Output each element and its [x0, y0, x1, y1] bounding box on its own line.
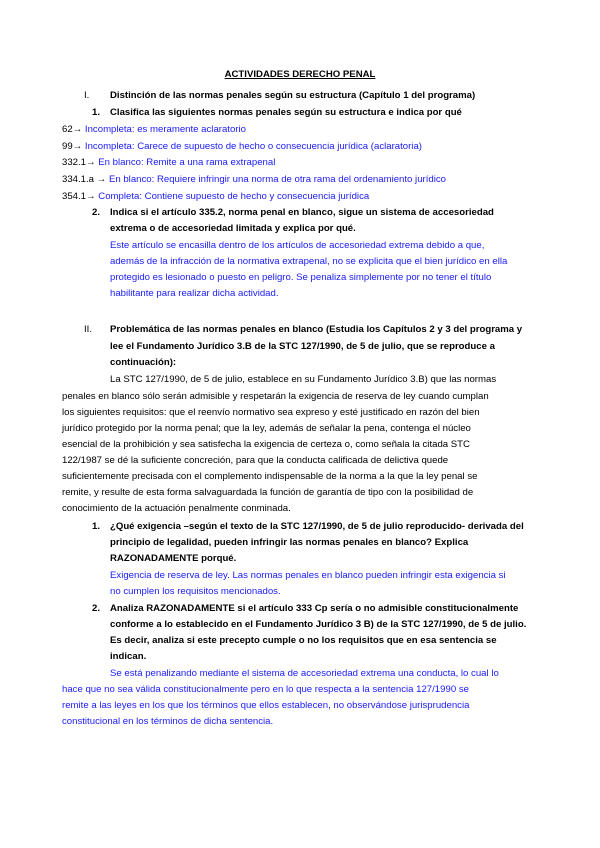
section-2-heading-line: Problemática de las normas penales en blanco (Estudia los Capítulos 2 y 3 del programa y — [110, 324, 523, 335]
s1-q2-answer-line: protegido es lesionado o puesto en peligro. Se penaliza simplemente por no tener el título — [110, 272, 492, 283]
s2-q2-answer-line: Se está penalizando mediante el sistema de accesoriedad extrema una conducta, lo cual lo — [110, 668, 499, 679]
s2-q1-number: 1. — [92, 521, 101, 532]
s2-q2-answer-line: constitucional en los términos de dicha sentencia. — [62, 716, 274, 727]
s2-q1-text-line: ¿Qué exigencia –según el texto de la STC 127/1990, de 5 de julio reproducido- derivada del — [110, 521, 524, 532]
list-item: 332.1→ En blanco: Remite a una rama extrapenal — [62, 157, 276, 168]
s2-q2-text-line: indican. — [110, 651, 147, 662]
s2-q2-text-line: Es decir, analiza si este precepto cumple o no los requisitos que en esa sentencia se — [110, 635, 497, 646]
quote-line: remite, y resulte de esta forma salvaguardada la función de garantía de tipo con la posibilidad de — [62, 487, 474, 498]
section-1-heading: Distinción de las normas penales según su estructura (Capítulo 1 del programa) — [110, 90, 476, 101]
s2-q1-answer-line: no cumplen los requisitos mencionados. — [110, 586, 281, 597]
section-2-numeral: II. — [84, 324, 92, 335]
section-2-heading-line: lee el Fundamento Jurídico 3.B de la STC 127/1990, de 5 de julio, que se reproduce a — [110, 341, 495, 352]
s2-q1-answer-line: Exigencia de reserva de ley. Las normas penales en blanco pueden infringir esta exigencia si — [110, 570, 506, 581]
section-1-numeral: I. — [84, 90, 90, 101]
quote-line: 122/1987 se dé la suficiente concreción, para que la conducta calificada de delictiva quede — [62, 455, 449, 466]
s1-q2-number: 2. — [92, 207, 101, 218]
s2-q2-number: 2. — [92, 603, 101, 614]
section-2-heading-line: continuación): — [110, 357, 177, 368]
s1-q1-number: 1. — [92, 107, 101, 118]
s2-q1-text-line: RAZONADAMENTE porqué. — [110, 553, 237, 564]
quote-line: penales en blanco sólo serán admisible y respetarán la exigencia de reserva de ley cuando cumplan — [62, 391, 489, 402]
s1-q2-text-line: Indica si el artículo 335.2, norma penal en blanco, sigue un sistema de accesoriedad — [110, 207, 494, 218]
s2-q2-answer-line: remite a las leyes en los que los términos que ellos establecen, no observándose jurisprudencia — [62, 700, 470, 711]
quote-line: esencial de la prohibición y sea satisfecha la exigencia de certeza o, como señala la citada STC — [62, 439, 470, 450]
page-title: ACTIVIDADES DERECHO PENAL — [224, 69, 376, 80]
list-item: 354.1→ Completa: Contiene supuesto de hecho y consecuencia jurídica — [62, 191, 370, 202]
list-item: 62→ Incompleta: es meramente aclaratorio — [62, 124, 246, 135]
quote-line: jurídico protegido por la norma penal; que la ley, además de señalar la pena, contenga el núcleo — [62, 423, 471, 434]
s1-q2-answer-line: Este artículo se encasilla dentro de los artículos de accesoriedad extrema debido a que, — [110, 240, 485, 251]
s1-q2-answer-line: habilitante para realizar dicha actividad. — [110, 288, 279, 299]
s2-q1-text-line: principio de legalidad, pueden infringir las normas penales en blanco? Explica — [110, 537, 469, 548]
s2-q2-text-line: Analiza RAZONADAMENTE si el artículo 333 Cp sería o no admisible constitucionalmente — [110, 603, 519, 614]
s1-q1-text: Clasifica las siguientes normas penales según su estructura e indica por qué — [110, 107, 462, 118]
s2-q2-text-line: conforme a lo establecido en el Fundamento Jurídico 3 B) de la STC 127/1990, de 5 de julio. — [110, 619, 527, 630]
quote-line: conocimiento de la actuación penalmente conminada. — [62, 503, 291, 514]
list-item: 99→ Incompleta: Carece de supuesto de hecho o consecuencia jurídica (aclaratoria) — [62, 141, 422, 152]
s1-q2-text-line: extrema o de accesoriedad limitada y explica por qué. — [110, 223, 356, 234]
quote-line: La STC 127/1990, de 5 de julio, establece en su Fundamento Jurídico 3.B) que las normas — [110, 374, 497, 385]
s2-q2-answer-line: hace que no sea válida constitucionalmente pero en lo que respecta a la sentencia 127/1990 se — [62, 684, 469, 695]
quote-line: suficientemente precisada con el complemento indispensable de la norma a la que la ley penal se — [62, 471, 478, 482]
s1-q2-answer-line: además de la infracción de la normativa extrapenal, no se explicita que el bien jurídico en ella — [110, 256, 508, 267]
quote-line: los siguientes requisitos: que el reenvío normativo sea expreso y esté justificado en razón del bien — [62, 407, 480, 418]
list-item: 334.1.a → En blanco: Requiere infringir una norma de otra rama del ordenamiento jurídico — [62, 174, 446, 185]
